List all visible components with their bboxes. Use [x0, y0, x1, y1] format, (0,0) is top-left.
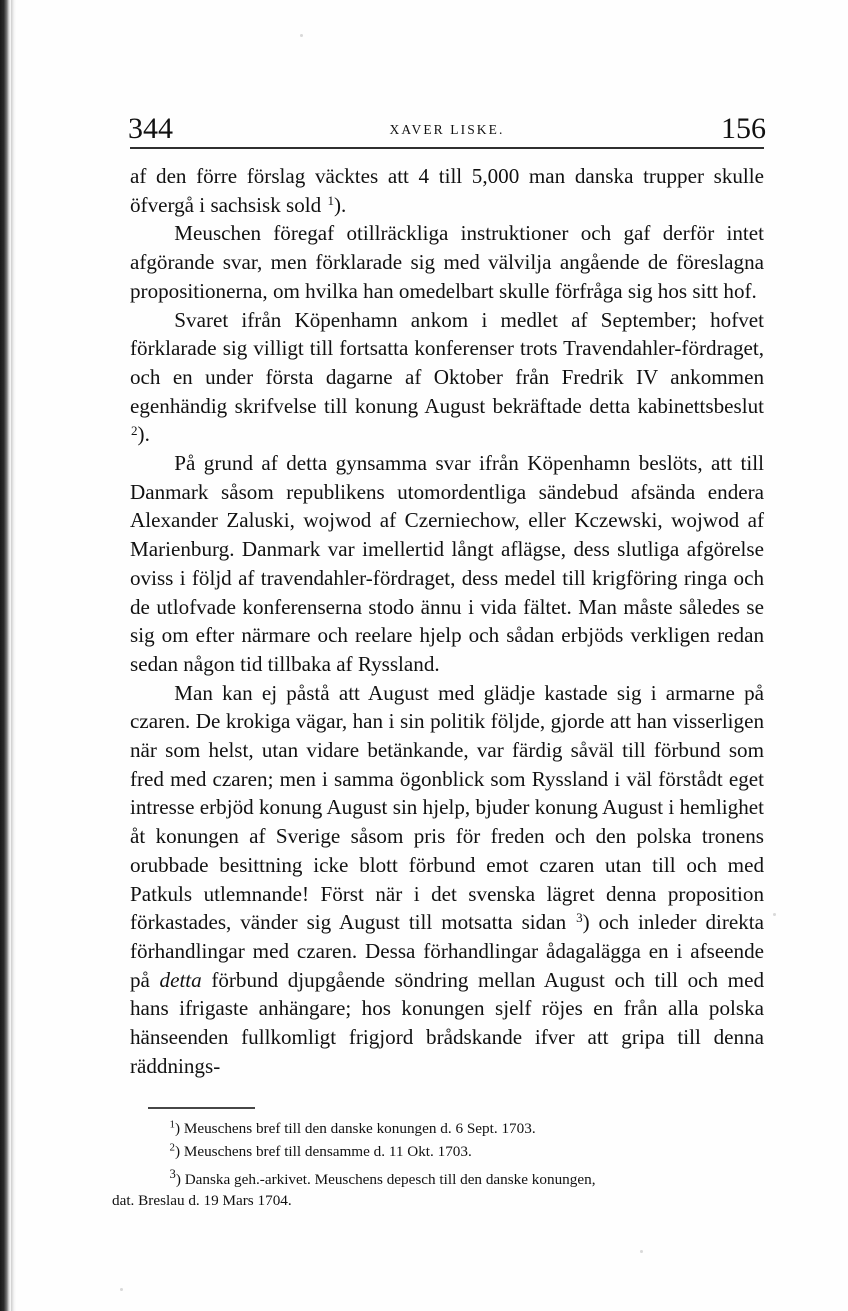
- body-paragraph: På grund af detta gynsamma svar ifrån Köpenhamn beslöts, att till Danmark såsom republikens utomordentliga sändebud afsända endera Alexander Zaluski, wojwod af Czerniechow, eller Kczewski, wojwod af Marienburg. Danmark var imellertid långt aflägse, dess slutliga afgörelse oviss i följd af travendahler-fördraget, dess medel till krigföring ringa och de utlofvade konferenserna stodo ännu i vida fältet. Man måste således se sig om efter närmare och reelare hjelp och sådan erbjöds verkligen redan sedan någon tid tillbaka af Ryssland.: [130, 451, 764, 676]
- scan-speck: [120, 1288, 123, 1291]
- footnotes-section: [112, 1107, 764, 1212]
- footnote-entry: $^2$) Meuschens bref till densamme d. 11 Okt. 1703.: [169, 1141, 472, 1160]
- footnote-reference-marker[interactable]: 2: [131, 422, 138, 438]
- body-paragraph: af den förre förslag väcktes att 4 till 5,000 man danska trupper skulle öfvergå i sachsisk sold $^1$).: [130, 164, 764, 217]
- footnote-list: [112, 1118, 764, 1212]
- footnote-reference-marker[interactable]: 3: [576, 910, 583, 926]
- footnote-marker: 2: [169, 1141, 175, 1154]
- scan-edge-gradient: [11, 0, 16, 1311]
- footnote-entry: $^1$) Meuschens bref till den danske konungen d. 6 Sept. 1703.: [169, 1118, 536, 1137]
- scan-speck: [773, 913, 776, 916]
- body-paragraph: Meuschen föregaf otillräckliga instruktioner och gaf derför intet afgörande svar, men förklarade sig med välvilja angående de föreslagna propositionerna, om hvilka han omedelbart skulle förfråga sig hos sitt hof.: [130, 221, 764, 303]
- running-head-title: XAVER LISKE.: [389, 122, 505, 137]
- footnote-marker: 1: [169, 1118, 175, 1131]
- scan-edge-shadow: [0, 0, 11, 1311]
- footnote-marker: 3: [169, 1167, 176, 1182]
- emphasised-word: detta: [159, 967, 202, 992]
- folio-number-left: 344: [128, 112, 173, 145]
- header-divider-rule: [130, 147, 764, 149]
- footnote-divider-rule: [148, 1107, 255, 1109]
- body-paragraph: Man kan ej påstå att August med glädje kastade sig i armarne på czaren. De krokiga vägar, han i sin politik följde, gjorde att han visserligen när som helst, utan vidare betänkande, var färdig såväl till förbund som fred med czaren; men i samma ögonblick som Ryssland i väl förstådt eget intresse erbjöd konung August sin hjelp, bjuder konung August i hemlighet åt konungen af Sverige såsom pris för freden och den polska tronens orubbade besittning icke blott förbund emot czaren utan till och med Patkuls utlemnande! Först när i det svenska lägret denna proposition förkastades, vänder sig August till motsatta sidan $^3$) och inleder direkta förhandlingar med czaren. Dessa förhandlingar ådagalägga en i afseende på detta förbund djupgående söndring mellan August och till och med hans ifrigaste anhängare; hos konungen sjelf röjes en från alla polska hänseenden fullkomligt frigjord brådskande ifver att gripa till denna räddnings-: [130, 680, 765, 1078]
- footnote-continuation-line: dat. Breslau d. 19 Mars 1704.: [112, 1192, 292, 1210]
- page-content: [112, 0, 766, 1212]
- body-paragraph: Svaret ifrån Köpenhamn ankom i medlet af September; hofvet förklarade sig villigt till fortsatta konferenser trots Travendahler-fördraget, och en under första dagarne af Oktober från Fredrik IV ankommen egenhändig skrifvelse till konung August bekräftade detta kabinettsbeslut $^2$).: [130, 307, 764, 447]
- footnote-reference-marker[interactable]: 1: [327, 192, 335, 208]
- footnote-entry: $^3$) Danska geh.-arkivet. Meuschens depesch till den danske konungen, dat. Breslau d. 19 Mars 1704.: [130, 1164, 764, 1212]
- body-text-column: [130, 162, 764, 1081]
- folio-number-right: 156: [721, 112, 766, 145]
- scan-speck: [640, 1250, 643, 1253]
- page-header: [130, 98, 764, 144]
